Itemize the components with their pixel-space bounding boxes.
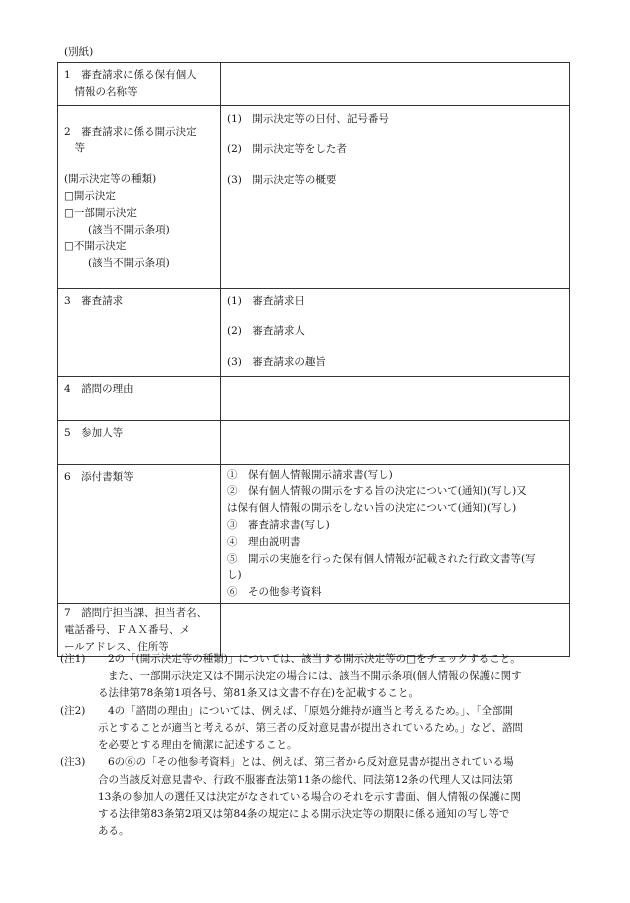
row3-value-cell[interactable] (221, 288, 570, 376)
appeal-item: (3) 審査請求の趣旨 (227, 356, 326, 369)
attachment-label: (別紙) (64, 46, 94, 58)
attachment-item: し) (227, 569, 242, 582)
decision-item: (1) 開示決定等の日付、記号番号 (227, 112, 389, 125)
row7-label-cell (58, 603, 221, 656)
row7-label-line: 7 諮問庁担当課、担当者名、 (64, 606, 208, 619)
row7-label-line: ールアドレス、住所等 (64, 640, 169, 653)
row-participants (58, 420, 570, 464)
applicable-clause-label: (該当不開示条項) (88, 257, 170, 270)
note-line: 2の「(開示決定等の種類)」については、該当する開示決定等の□をチェックすること。 (108, 653, 521, 665)
applicable-clause-label: (該当不開示条項) (88, 223, 170, 236)
note-3 (60, 754, 570, 840)
row3-label-cell (58, 288, 221, 376)
attachment-item: ② 保有個人情報の開示をする旨の決定について(通知)(写し)又 (227, 485, 527, 498)
note-line: 合の当該反対意見書や、行政不服審査法第11条の総代、同法第12条の代理人又は同法第 (98, 773, 514, 786)
row-attachments (58, 464, 570, 603)
note-line: 4の「諮問の理由」については、例えば、「原処分維持が適当と考えるため。」、「全部開 (108, 704, 514, 717)
row-disclosure-decision (58, 105, 570, 288)
appeal-item: (1) 審査請求日 (227, 294, 305, 307)
row2-label-line: 等 (64, 142, 85, 155)
attachment-item: ③ 審査請求書(写し) (227, 518, 330, 531)
note-line: 6の⑥の「その他参考資料」とは、例えば、第三者から反対意見書が提出されている場 (108, 756, 514, 769)
row5-label: 5 参加人等 (64, 426, 124, 439)
note-2 (60, 703, 570, 755)
checkbox-disclosure[interactable]: □開示決定 (64, 189, 116, 202)
notes-section (60, 651, 570, 840)
row1-label-line: 情報の名称等 (64, 85, 138, 98)
note-line: 示とすることが適当と考えるが、第三者の反対意見書が提出されているため。」など、諮問 (98, 721, 523, 734)
decision-item: (3) 開示決定等の概要 (227, 174, 337, 187)
attachment-item: ⑤ 開示の実施を行った保有個人情報が記載された行政文書等(写 (227, 552, 536, 565)
note-label: (注3) (60, 756, 86, 769)
decision-types-title: (開示決定等の種類) (64, 173, 157, 186)
row6-label-cell (58, 464, 221, 603)
row6-value-cell[interactable] (221, 464, 570, 603)
row7-value-cell[interactable] (221, 603, 570, 656)
submission-form-table (57, 62, 570, 657)
row5-label-cell (58, 420, 221, 464)
row-inquiry-reason (58, 376, 570, 420)
decision-item: (2) 開示決定等をした者 (227, 143, 347, 156)
row5-value-cell[interactable] (221, 420, 570, 464)
note-line: 13条の参加人の選任又は決定がなされている場合のそれを示す書面、個人情報の保護に関 (98, 790, 521, 803)
attachment-item: ⑥ その他参考資料 (227, 586, 322, 599)
row1-label-cell (58, 63, 221, 106)
row3-label: 3 審査請求 (64, 294, 124, 307)
row7-label-line: 電話番号、ＦＡＸ番号、メ (64, 623, 190, 636)
checkbox-non-disclosure[interactable]: □不開示決定 (64, 240, 127, 253)
row-appeal (58, 288, 570, 376)
attachment-item: ④ 理由説明書 (227, 535, 301, 548)
note-line: を必要とする理由を簡潔に記述すること。 (98, 739, 298, 752)
checkbox-partial-disclosure[interactable]: □一部開示決定 (64, 206, 137, 219)
row2-value-cell[interactable] (221, 105, 570, 288)
row2-label-cell (58, 105, 221, 288)
note-1 (60, 651, 570, 703)
appeal-item: (2) 審査請求人 (227, 325, 305, 338)
row4-label-cell (58, 376, 221, 420)
attachment-item: ① 保有個人情報開示請求書(写し) (227, 468, 393, 481)
row4-label: 4 諮問の理由 (64, 382, 134, 395)
row-personal-info-name (58, 63, 570, 106)
row4-value-cell[interactable] (221, 376, 570, 420)
row2-label-line: 2 審査請求に係る開示決定 (64, 125, 197, 138)
note-line: する法律第83条第2項又は第84条の規定による開示決定等の期限に係る通知の写し等で (98, 807, 510, 820)
note-line: る法律第78条第1項各号、第81条又は文書不存在)を記載すること。 (98, 687, 419, 700)
row1-value-cell[interactable] (221, 63, 570, 106)
note-label: (注1) (60, 653, 86, 665)
attachment-item: は保有個人情報の開示をしない旨の決定について(通知)(写し) (227, 502, 517, 515)
row1-label-line: 1 審査請求に係る保有個人 (64, 69, 197, 81)
row-contact (58, 603, 570, 656)
note-line: また、一部開示決定又は不開示決定の場合には、該当不開示条項(個人情報の保護に関す (108, 670, 522, 683)
note-line: ある。 (98, 825, 130, 838)
row6-label: 6 添付書類等 (64, 470, 134, 483)
note-label: (注2) (60, 704, 86, 717)
